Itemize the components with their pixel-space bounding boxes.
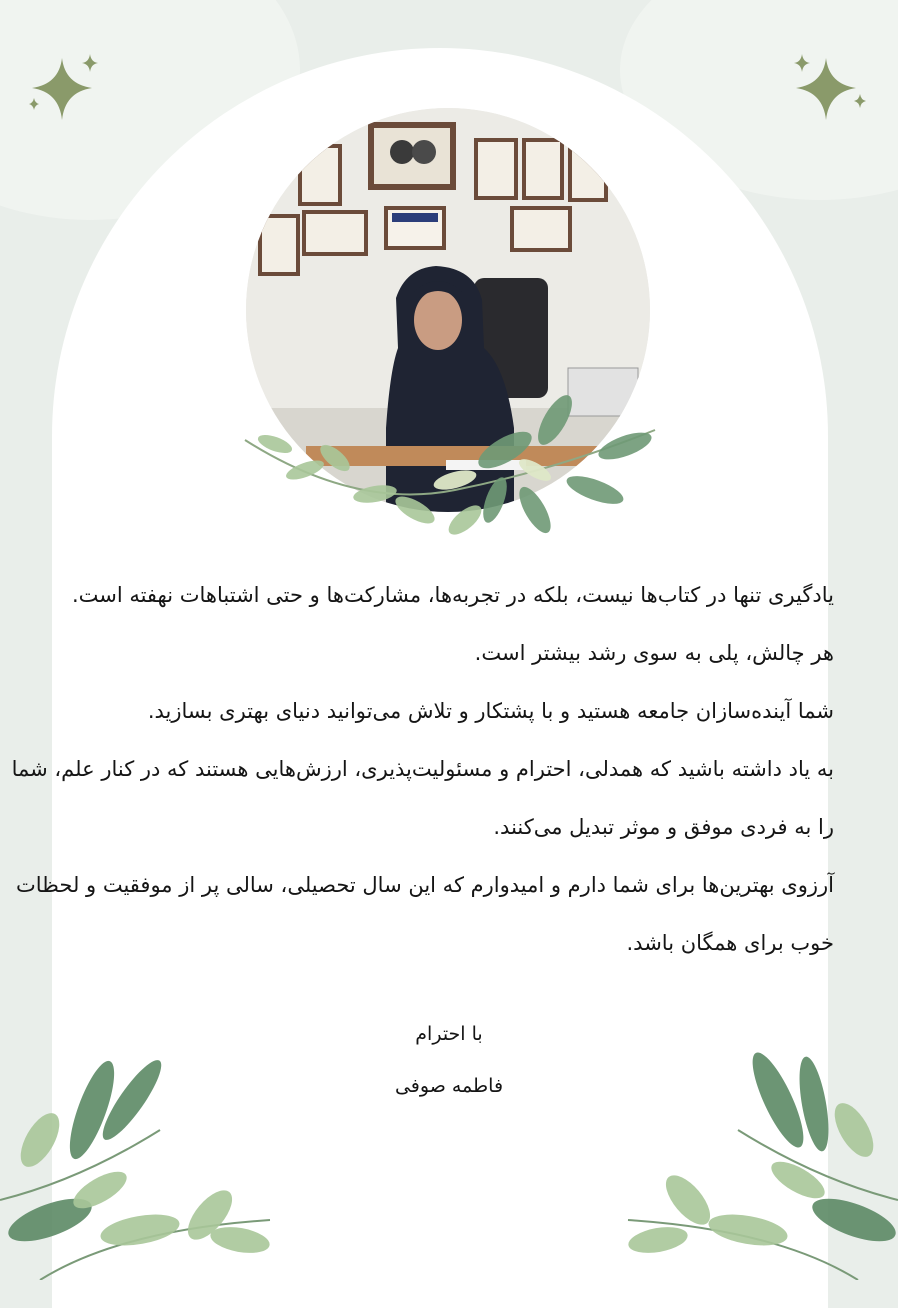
message-body (11, 566, 834, 972)
leaf-wreath-decoration (235, 360, 675, 560)
sparkle-icon (22, 50, 112, 130)
message-line: یادگیری تنها در کتاب‌ها نیست، بلکه در تجربه‌ها، مشارکت‌ها و حتی اشتباهات نهفته است. (71, 583, 834, 607)
message-line: به یاد داشته باشید که همدلی، احترام و مسئولیت‌پذیری، ارزش‌هایی هستند که در کنار علم، شما (11, 757, 834, 781)
message-line: شما آینده‌سازان جامعه هستید و با پشتکار و تلاش می‌توانید دنیای بهتری بسازید. (147, 699, 834, 723)
signature-closing: با احترام (415, 1023, 483, 1045)
message-line: هر چالش، پلی به سوی رشد بیشتر است. (474, 641, 834, 665)
message-line: را به فردی موفق و موثر تبدیل می‌کنند. (493, 815, 834, 839)
signature-name: فاطمه صوفی (394, 1075, 504, 1097)
leaves-decoration-left (0, 1030, 280, 1280)
leaves-decoration-right (618, 1030, 898, 1280)
sparkle-icon (788, 50, 878, 130)
message-line: آرزوی بهترین‌ها برای شما دارم و امیدوارم که این سال تحصیلی، سالی پر از موفقیت و لحظات (16, 873, 834, 897)
signature-block (300, 1008, 598, 1112)
message-line: خوب برای همگان باشد. (626, 931, 834, 955)
